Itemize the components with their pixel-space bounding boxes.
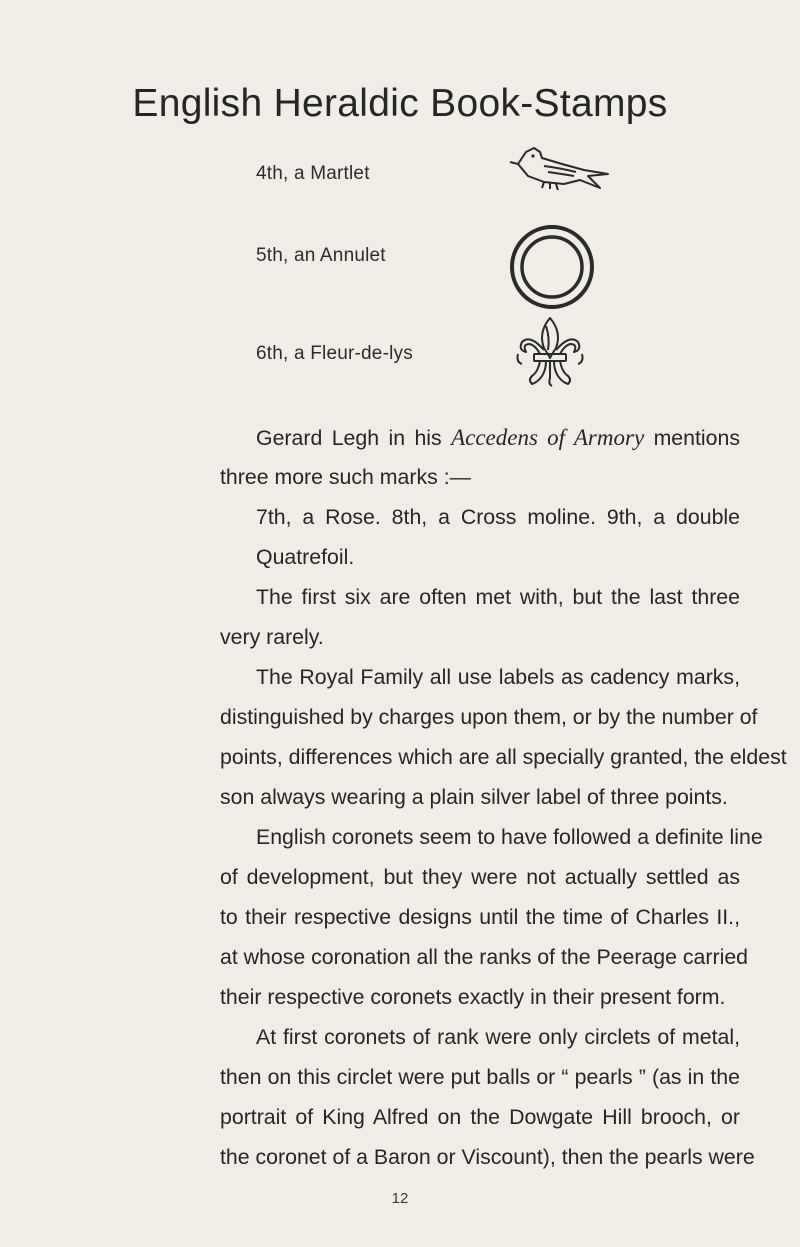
paragraph-line: to their respective designs until the time of Charles II., (220, 905, 740, 929)
mark-label-fleur-de-lys: 6th, a Fleur-de-lys (256, 343, 413, 364)
paragraph-line: The first six are often met with, but the last three (256, 585, 740, 609)
paragraph-line: of development, but they were not actually settled as (220, 865, 740, 889)
paragraph-line: then on this circlet were put balls or “ pearls ” (as in the (220, 1065, 740, 1089)
paragraph-line: The Royal Family all use labels as cadency marks, (256, 665, 740, 689)
annulet-icon (507, 222, 597, 312)
running-head: English Heraldic Book-Stamps (132, 82, 668, 125)
paragraph-line: Quatrefoil. (256, 545, 355, 569)
paragraph-line: portrait of King Alfred on the Dowgate Hill brooch, or (220, 1105, 740, 1129)
paragraph-line: at whose coronation all the ranks of the Peerage carried (220, 945, 749, 969)
mark-label-annulet: 5th, an Annulet (256, 245, 386, 266)
mark-label-martlet: 4th, a Martlet (256, 163, 370, 184)
paragraph-line: very rarely. (220, 625, 324, 649)
paragraph-line: At first coronets of rank were only circlets of metal, (256, 1025, 740, 1049)
paragraph-line: their respective coronets exactly in their present form. (220, 985, 726, 1009)
book-title: Accedens of Armory (451, 425, 645, 450)
paragraph-line: distinguished by charges upon them, or by the number of (220, 705, 758, 729)
paragraph-line (256, 425, 740, 451)
paragraph-line: son always wearing a plain silver label of three points. (220, 785, 728, 809)
paragraph-line: three more such marks :— (220, 465, 471, 489)
text-run: mentions (644, 426, 740, 450)
text-run: Gerard Legh in his (256, 426, 452, 450)
fleur-de-lys-icon (510, 314, 590, 390)
paragraph-line: points, differences which are all specially granted, the eldest (220, 745, 787, 769)
paragraph-line: the coronet of a Baron or Viscount), then the pearls were (220, 1145, 755, 1169)
martlet-icon (504, 142, 614, 202)
paragraph-line: English coronets seem to have followed a definite line (256, 825, 763, 849)
paragraph-line: 7th, a Rose. 8th, a Cross moline. 9th, a double (256, 505, 740, 529)
page-number: 12 (391, 1190, 409, 1207)
